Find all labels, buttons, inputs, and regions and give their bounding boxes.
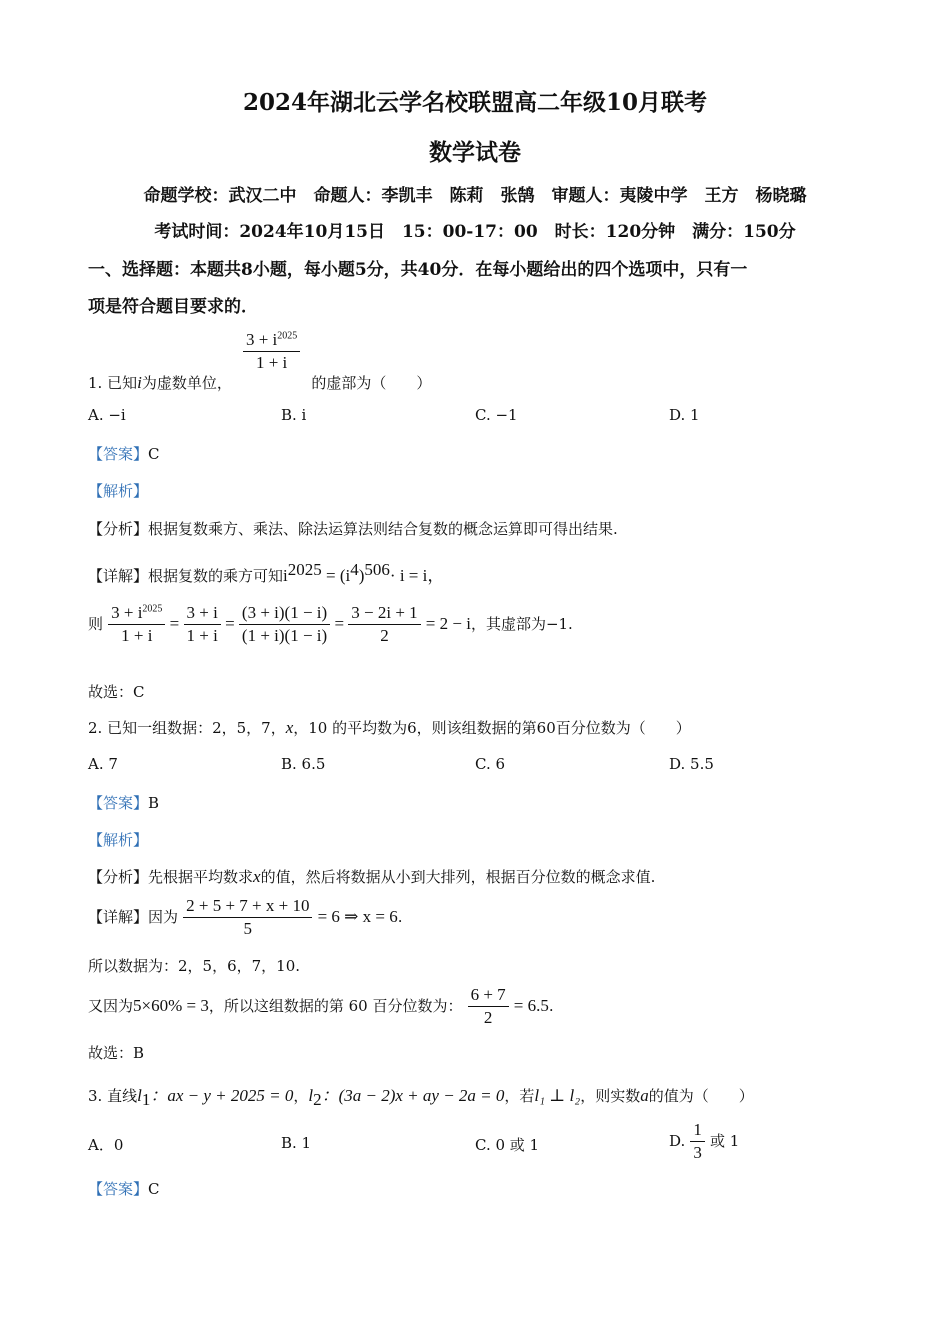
question-1-stem [88,330,431,394]
q1-i: i [137,373,142,392]
detail-eq: = (i [321,566,351,585]
q3-stem-b: ，则实数 [580,1087,641,1105]
exam-info-line: 考试时间：2024年10月15日 15：00-17：00 时长：120分钟 满分：150分 [154,222,796,242]
q2-analysis [88,866,655,887]
q1-frac-num: 3 + i [245,330,278,349]
answer-tag: 【答案】 [88,445,149,463]
q3-stem-a: 3. 直线 [88,1087,138,1105]
q3-l1: l [137,1086,142,1105]
detail-tail: · i = i， [389,566,445,585]
section-heading-cont: 项是符合题目要求的． [88,297,258,317]
q2-option-b: B. 6.5 [281,755,326,773]
q3-stem-c: 的值为（ ） [648,1087,754,1105]
q3-option-b: B. 1 [281,1134,312,1152]
q3-perp: l₁ ⊥ l₂ [534,1086,581,1105]
q2-conclusion: 故选：B [88,1044,145,1062]
answer-value: C [148,445,160,463]
deriv-frac-4 [348,603,420,646]
detail-exp3: 506 [364,560,390,579]
q3-option-d [669,1120,739,1163]
page-subtitle: 数学试卷 [429,139,521,166]
deriv-frac-3 [239,603,330,646]
f3-den: (1 + i)(1 − i) [241,626,328,645]
q3-l2: l [308,1086,314,1105]
q2-frac-num: 2 + 5 + 7 + x + 10 [183,896,312,918]
q2-data-line: 所以数据为：2，5，6，7，10. [88,957,301,975]
f4-den: 2 [380,626,389,645]
q1-frac-den: 1 + i [255,353,288,372]
detail-exp2: 4 [350,560,359,579]
q3-answer [88,1178,160,1199]
q1-analysis [88,518,618,539]
detail-exp1: 2025 [287,560,322,579]
q2-percentile-line: 又因为5×60% = 3，所以这组数据的第 60 百分位数为： $\frac{6 + 7}{2}$ = 6.5. [88,985,554,1027]
q2-stem-tail: ，10 的平均数为6，则该组数据的第60百分位数为（ ） [293,719,691,737]
deriv-frac-2 [184,603,221,646]
q1-option-d: D. 1 [669,406,700,424]
detail-close: ) [358,566,365,585]
q1-tail: 的虚部为（ ） [311,374,432,392]
f1-den: 1 + i [121,626,153,645]
q2-jiexi: 【解析】 [88,831,149,849]
section-heading: 一、选择题：本题共8小题，每小题5分，共40分．在每小题给出的四个选项中，只有一 [88,260,748,280]
q1-mid: 为虚数单位， [141,374,232,392]
q2-stem-a: 2. 已知一组数据：2，5，7， [88,719,286,737]
f4-num: 3 − 2i + 1 [348,603,420,625]
question-2-stem [88,717,691,738]
detail-i: i [283,566,288,585]
pct-a: 又因为 [88,997,134,1015]
f2-den: 1 + i [186,626,218,645]
q3-option-d-tail: 或 1 [709,1132,740,1150]
q2-detail: 【详解】因为 $\frac{2 + 5 + 7 + x + 10}{5}$ = 6 ⇒ x = 6. [88,896,403,938]
pct-b: ，所以这组数据的第 60 百分位数为： [208,997,463,1015]
q3-eq1: ：ax − y + 2025 = 0 [150,1086,294,1105]
detail-prefix: 因为 [148,908,179,926]
f1-num: 3 + i [111,603,143,622]
deriv-result: = 2 − i [425,614,471,633]
q3-eq2: ：(3a − 2)x + ay − 2a = 0 [321,1086,505,1105]
ze-label: 则 [88,615,104,633]
deriv-tail: ，其虚部为−1. [470,615,573,633]
pct-den: 2 [483,1008,493,1027]
analysis-a: 先根据平均数求 [148,868,254,886]
optd-num: 1 [690,1120,705,1142]
pct-num: 6 + 7 [468,985,509,1007]
detail-tag: 【详解】 [88,908,149,926]
answer-tag: 【答案】 [88,794,149,812]
page-title: 2024年湖北云学名校联盟高二年级10月联考 [242,89,708,116]
q2-option-d: D. 5.5 [669,755,714,773]
q2-option-a: A. 7 [88,755,118,773]
q1-answer [88,443,160,464]
f2-num: 3 + i [184,603,221,625]
analysis-tag: 【分析】 [88,520,149,538]
q2-pct-fraction [468,985,509,1028]
answer-value: B [148,794,160,812]
q1-option-b: B. i [281,406,307,424]
q1-frac-exp: 2025 [277,330,298,342]
q1-conclusion: 故选：C [88,683,145,701]
f3-num: (3 + i)(1 − i) [239,603,330,625]
deriv-frac-1 [108,603,165,646]
q3-option-d-fraction [690,1120,705,1163]
q3-option-d-label: D. [669,1132,686,1150]
q3-cond: ，若 [504,1087,535,1105]
pct-result: = 6.5 [513,996,549,1015]
analysis-x: x [253,867,261,886]
optd-den: 3 [693,1143,702,1162]
q3-l2-sub: 2 [313,1090,322,1110]
q1-prefix: 1. 已知 [88,374,138,392]
q2-detail-result: = 6 ⇒ x = 6 [317,907,398,926]
q2-answer [88,792,159,813]
q1-derivation: 则 $\frac{3 + i^{2025}}{1 + i}$ = $\frac{3 + i}{1 + i}$ = $\frac{(3 + i)(1 - i)}{(1 + i)(1 - i)}$ = $\frac{3 - 2i + 1}{2}$ = 2 − i，其虚部为−1. [88,603,573,645]
analysis-tag: 【分析】 [88,868,149,886]
detail-tag: 【详解】 [88,567,149,585]
pct-math: 5×60% = 3 [133,996,209,1015]
analysis-b: 的值，然后将数据从小到大排列，根据百分位数的概念求值. [260,868,656,886]
q1-fraction [243,330,300,373]
q2-x: x [285,718,294,737]
detail-prefix: 根据复数的乘方可知 [148,567,284,585]
q3-option-c: C. 0 或 1 [475,1136,540,1154]
q2-mean-fraction [183,896,312,939]
authors-line: 命题学校：武汉二中 命题人：李凯丰 陈莉 张鹄 审题人：夷陵中学 王方 杨晓璐 [143,186,807,206]
q1-detail [88,560,444,586]
answer-tag: 【答案】 [88,1180,149,1198]
q2-option-c: C. 6 [475,755,506,773]
q3-option-a: A．0 [88,1136,124,1154]
f1-exp: 2025 [142,603,163,615]
q1-jiexi: 【解析】 [88,482,149,500]
answer-value: C [148,1180,160,1198]
q3-a: a [640,1086,649,1105]
q3-l1-sub: 1 [141,1090,151,1110]
q2-frac-den: 5 [243,919,253,938]
q1-option-a: A. −i [88,406,126,424]
question-3-stem: 3. 直线$l_1$：ax − y + 2025 = 0，$l_2$：(3a − 2)x + ay − 2a = 0，若l₁ ⊥ l₂，则实数a的值为（ ） [88,1086,754,1110]
q1-option-c: C. −1 [475,406,518,424]
analysis-text: 根据复数乘方、乘法、除法运算法则结合复数的概念运算即可得出结果. [148,520,618,538]
